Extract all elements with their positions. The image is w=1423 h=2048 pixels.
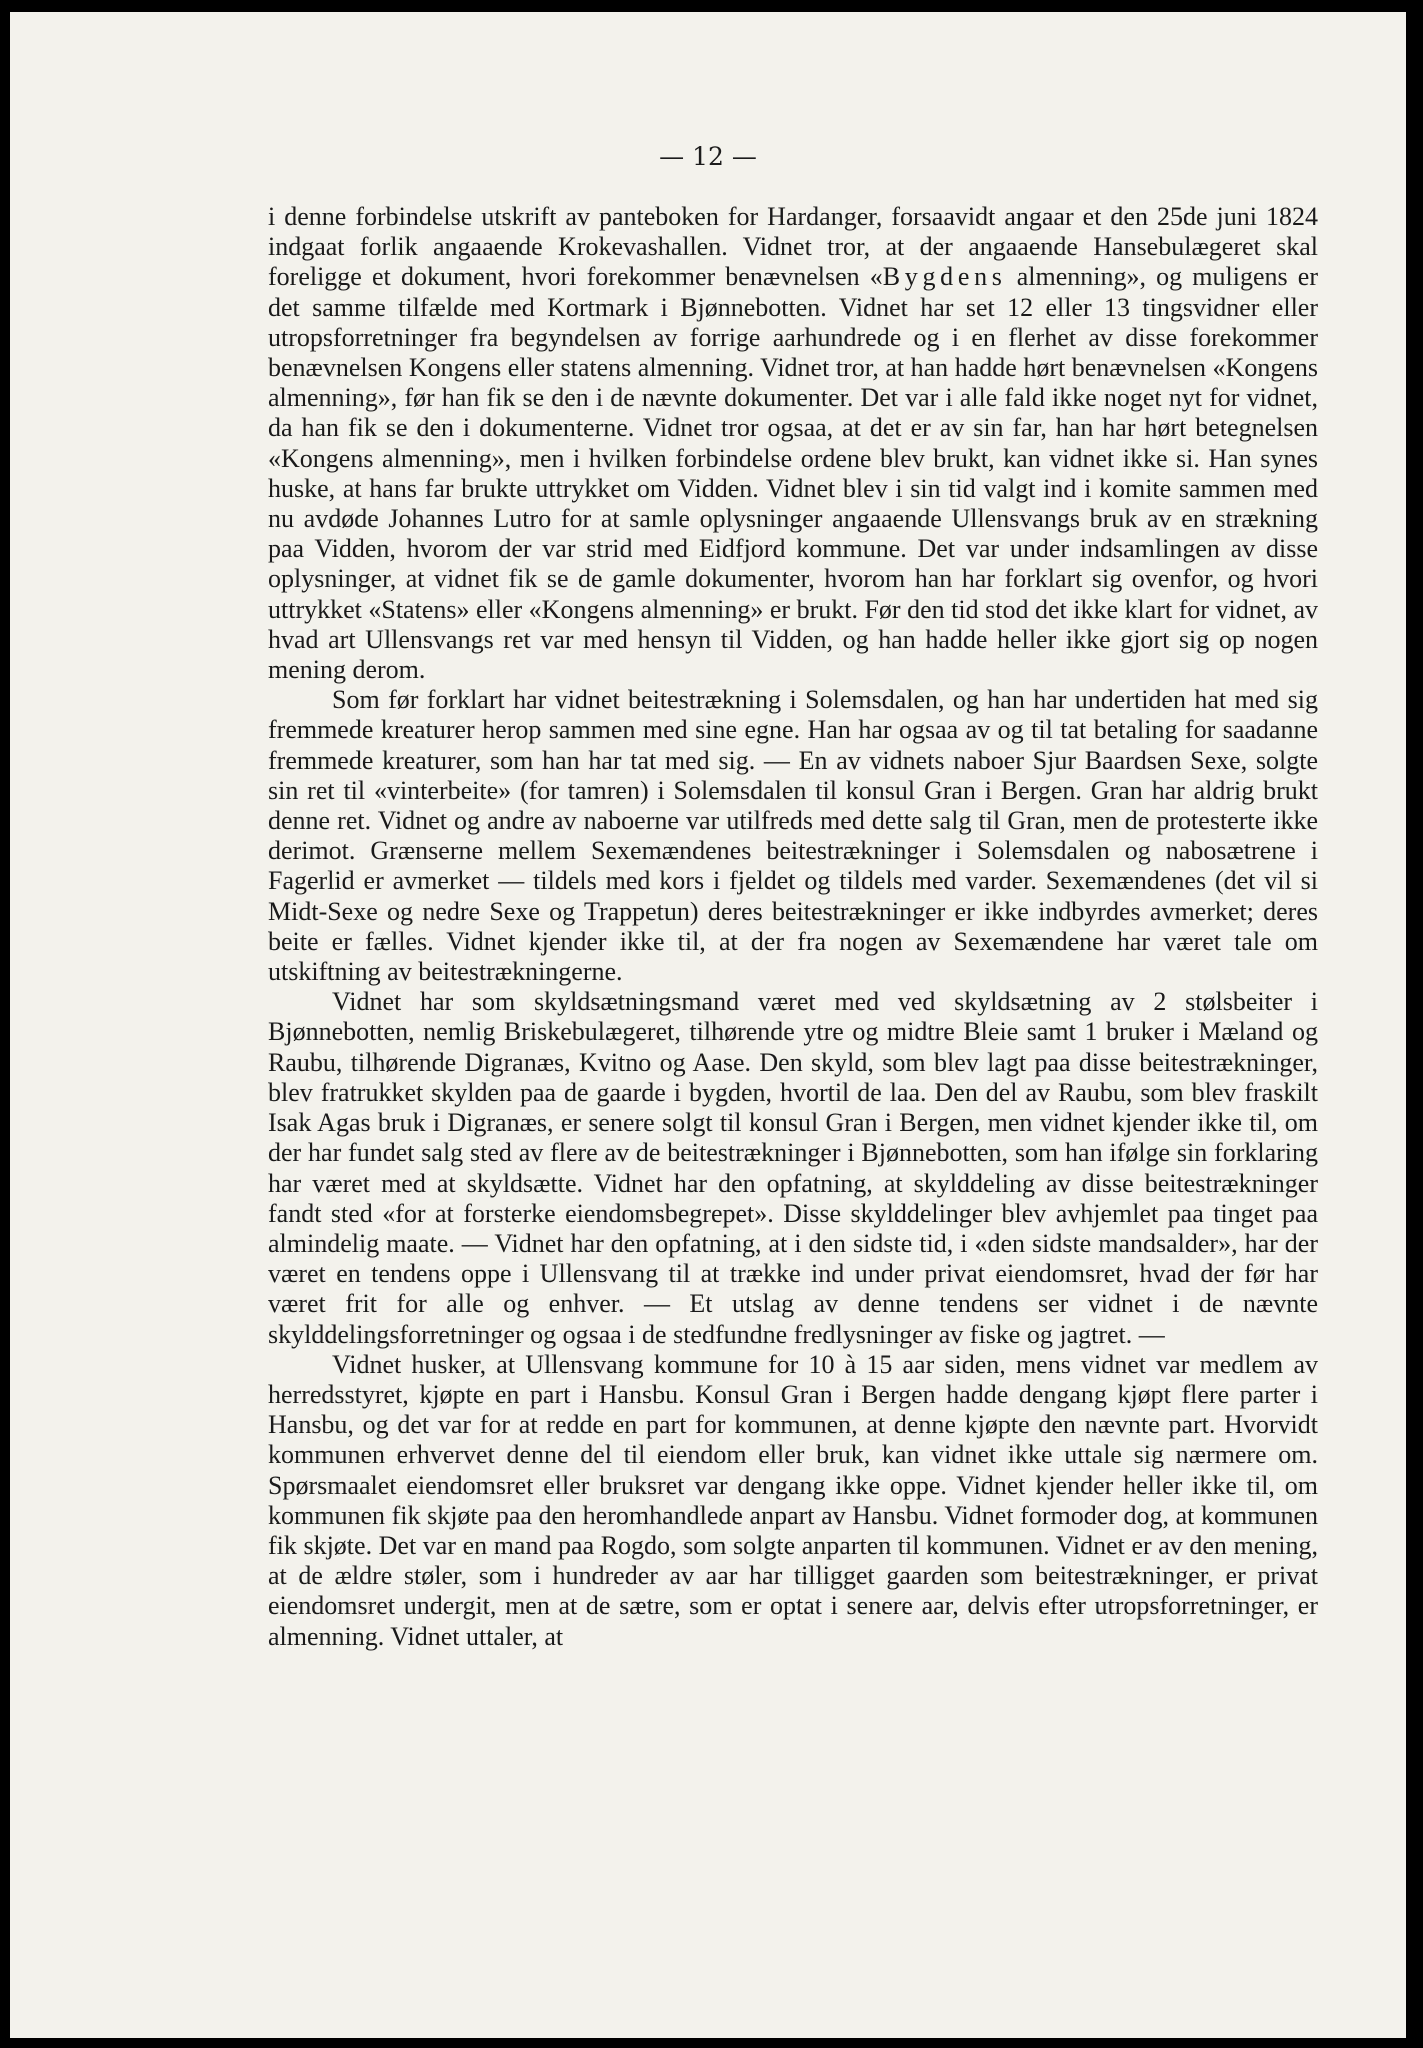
paragraph-3: Vidnet har som skyldsætningsmand været med ved skyldsætning av 2 stølsbeiter i Bjønnebotten, nemlig Briskebulægeret, tilhørende ytre og midtre Bleie samt 1 bruker i Mæland og Raubu, tilhørende Digranæs, Kvitno og Aase. Den skyld, som blev lagt paa disse beitestrækninger, blev fratrukket skylden paa de gaarde i bygden, hvortil de laa. Den del av Raubu, som blev fraskilt Isak Agas bruk i Digranæs, er senere solgt til konsul Gran i Bergen, men vidnet kjender ikke til, om der har fundet salg sted av flere av de beitestrækninger i Bjønnebotten, som han ifølge sin forklaring har været med at skyldsætte. Vidnet har den opfatning, at skylddeling av disse beitestrækninger fandt sted «for at forsterke eiendomsbegrepet». Disse skylddelinger blev avhjemlet paa tinget paa almindelig maate. — Vidnet har den opfatning, at i den sidste tid, i «den sidste mandsalder», har der været en tendens oppe i Ullensvang til at trække ind under privat eiendomsret, hvad der før har været frit for alle og enhver. — Et utslag av denne tendens ser vidnet i de nævnte skylddelingsforretninger og ogsaa i de stedfundne fredlysninger av fiske og jagtret. — [268,987,1318,1349]
paragraph-1-after: almenning», og muligens er det samme tilfælde med Kortmark i Bjønnebotten. Vidnet har set 12 eller 13 tingsvidner eller utropsforretninger fra begyndelsen av forrige aarhundrede og i en flerhet av disse forekommer benævnelsen Kongens eller statens almenning. Vidnet tror, at han hadde hørt benævnelsen «Kongens almenning», før han fik se den i de nævnte dokumenter. Det var i alle fald ikke noget nyt for vidnet, da han fik se den i dokumenterne. Vidnet tror ogsaa, at det er av sin far, han har hørt betegnelsen «Kongens almenning», men i hvilken forbindelse ordene blev brukt, kan vidnet ikke si. Han synes huske, at hans far brukte uttrykket om Vidden. Vidnet blev i sin tid valgt ind i komite sammen med nu avdøde Johannes Lutro for at samle oplysninger angaaende Ullensvangs bruk av en strækning paa Vidden, hvorom der var strid med Eidfjord kommune. Det var under indsamlingen av disse oplysninger, at vidnet fik se de gamle dokumenter, hvorom han har forklart sig ovenfor, og hvori uttrykket «Statens» eller «Kongens almenning» er brukt. Før den tid stod det ikke klart for vidnet, av hvad art Ullensvangs ret var med hensyn til Vidden, og han hadde heller ikke gjort sig op nogen mening derom. [268,262,1318,685]
paragraph-4: Vidnet husker, at Ullensvang kommune for 10 à 15 aar siden, mens vidnet var medlem av herredsstyret, kjøpte en part i Hansbu. Konsul Gran i Bergen hadde dengang kjøpt flere parter i Hansbu, og det var for at redde en part for kommunen, at denne kjøpte den nævnte part. Hvorvidt kommunen erhvervet denne del til eiendom eller bruk, kan vidnet ikke uttale sig nærmere om. Spørsmaalet eiendomsret eller bruksret var dengang ikke oppe. Vidnet kjender heller ikke til, om kommunen fik skjøte paa den heromhandlede anpart av Hansbu. Vidnet formoder dog, at kommunen fik skjøte. Det var en mand paa Rogdo, som solgte anparten til kommunen. Vidnet er av den mening, at de ældre støler, som i hundreder av aar har tilligget gaarden som beitestrækninger, er privat eiendomsret undergit, men at de sætre, som er optat i senere aar, delvis efter utropsforretninger, er almenning. Vidnet uttaler, at [268,1349,1318,1651]
emphasized-word: Bygdens [882,262,1007,292]
page-number: — 12 — [659,142,757,171]
document-page [10,12,1406,2038]
paragraph-2: Som før forklart har vidnet beitestrækning i Solemsdalen, og han har undertiden hat med sig fremmede kreaturer herop sammen med sine egne. Han har ogsaa av og til tat betaling for saadanne fremmede kreaturer, som han har tat med sig. — En av vidnets naboer Sjur Baardsen Sexe, solgte sin ret til «vinterbeite» (for tamren) i Solemsdalen til konsul Gran i Bergen. Gran har aldrig brukt denne ret. Vidnet og andre av naboerne var utilfreds med dette salg til Gran, men de protesterte ikke derimot. Grænserne mellem Sexemændenes beitestrækninger i Solemsdalen og nabosætrene i Fagerlid er avmerket — tildels med kors i fjeldet og tildels med varder. Sexemændenes (det vil si Midt-Sexe og nedre Sexe og Trappetun) deres beitestrækninger er ikke indbyrdes avmerket; deres beite er fælles. Vidnet kjender ikke til, at der fra nogen av Sexemændene har været tale om utskiftning av beitestrækningerne. [268,685,1318,987]
paragraph-1 [268,202,1318,685]
paragraph-1-before: i denne forbindelse utskrift av panteboken for Hardanger, forsaavidt angaar et den 25de juni 1824 indgaat forlik angaaende Krokevashallen. Vidnet tror, at der angaaende Hansebulægeret skal foreligge et dokument, hvori forekommer benævnelsen « [268,202,1318,292]
body-text [268,202,1318,1652]
